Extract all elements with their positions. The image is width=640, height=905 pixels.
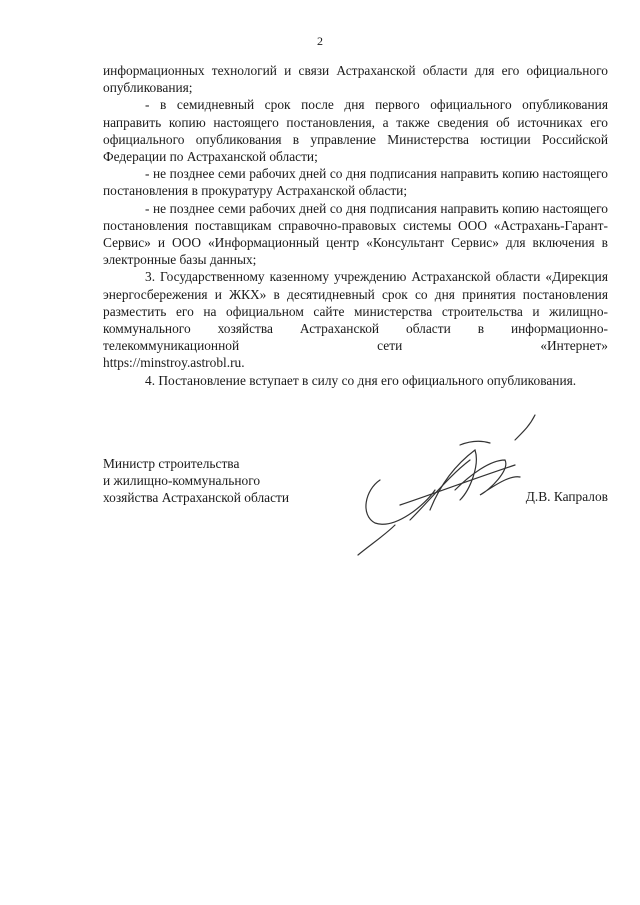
page-number: 2 — [317, 34, 323, 48]
document-body — [103, 62, 608, 389]
paragraph-point-4: 4. Постановление вступает в силу со дня его официального опубликования. — [145, 372, 577, 388]
signatory-title — [103, 455, 289, 507]
paragraph-item-legal-systems: - не позднее семи рабочих дней со дня подписания направить копию настоящего постановления поставщикам справочно-правовых системы ООО «Астрахань-Гарант-Сервис» и ООО «Информационный центр «Консультант Сервис» для включения в электронные базы данных; — [103, 200, 608, 268]
paragraph-point-3-url: https://minstroy.astrobl.ru. — [103, 355, 245, 371]
signatory-title-line: хозяйства Астраханской области — [103, 490, 290, 506]
paragraph-item-prosecutor: - не позднее семи рабочих дней со дня подписания направить копию настоящего постановления в прокуратуру Астраханской области; — [103, 166, 608, 199]
paragraph-intro: информационных технологий и связи Астраханской области для его официального опубликования; — [103, 63, 608, 96]
signatory-title-line: Министр строительства — [103, 456, 240, 471]
signatory-title-line: и жилищно-коммунального — [103, 473, 261, 489]
paragraph-item-publication-copy: - в семидневный срок после дня первого официального опубликования направить копию настоящего постановления, а также сведения об источниках его официального опубликования в управление Министерства юстиции Российской Федерации по Астраханской области; — [103, 97, 608, 165]
signatory-name: Д.В. Капралов — [525, 489, 608, 504]
handwritten-signature — [340, 405, 560, 565]
paragraph-point-3: 3. Государственному казенному учреждению Астраханской области «Дирекция энергосбережения и ЖКХ» в десятидневный срок со дня принятия постановления разместить его на официальном сайте министерства строительства и жилищно-коммунального хозяйства Астраханской области в информационно-телекоммуникационной сети «Интернет» — [103, 269, 608, 354]
